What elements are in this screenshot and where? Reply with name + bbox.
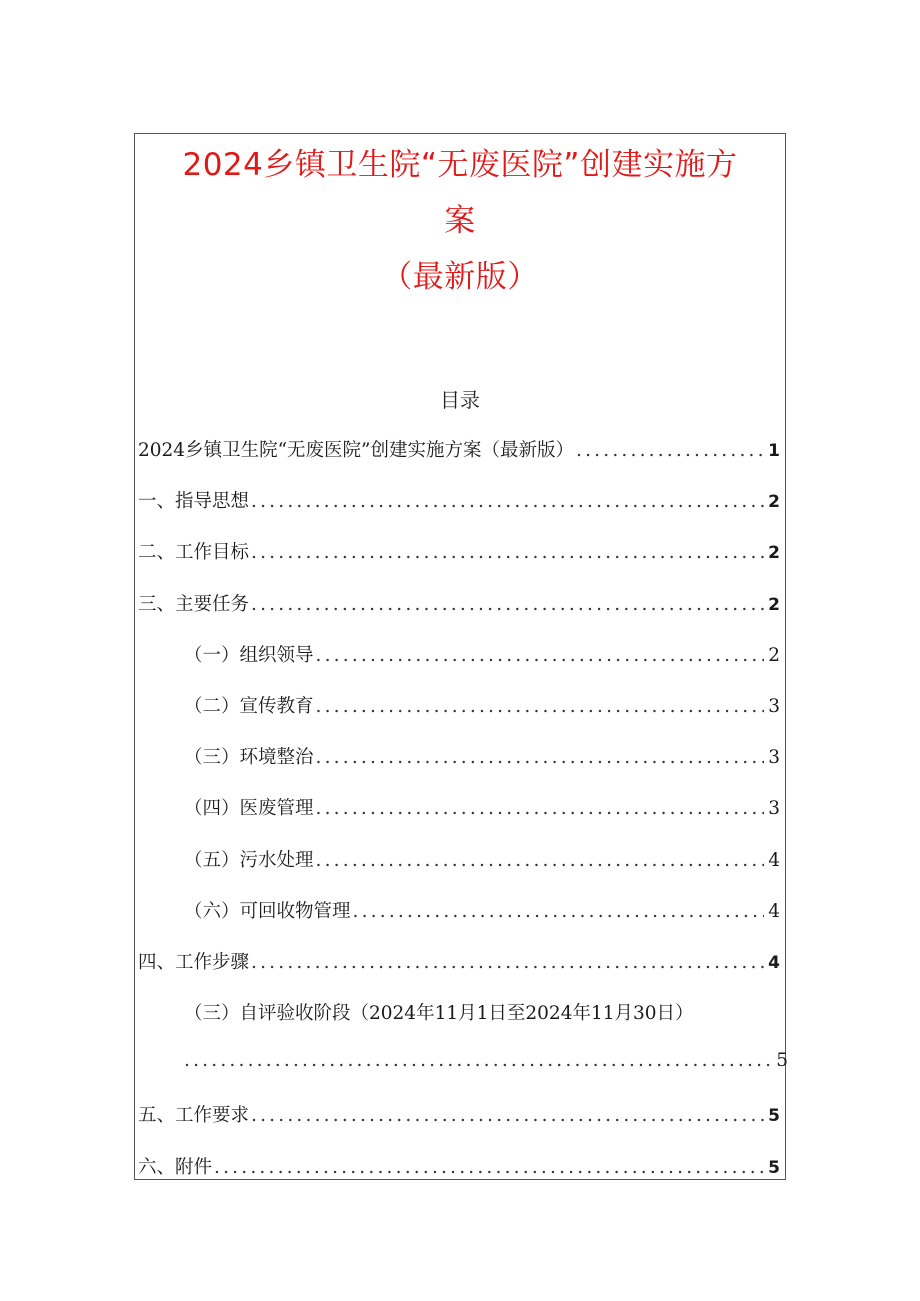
toc-entry-label: 2024乡镇卫生院“无废医院”创建实施方案（最新版） [138,440,574,461]
toc-dot-leader [316,798,765,819]
toc-entry-page: 2 [768,644,780,666]
toc-dot-leader [251,1105,764,1126]
toc-entry-label: （五）污水处理 [184,849,314,871]
toc-entry-page: 1 [768,441,780,461]
toc-entry-label: （三）自评验收阶段（2024年11月1日至2024年11月30日） [184,1003,694,1025]
toc-entry-page: 2 [768,492,780,513]
toc-dot-leader [316,747,765,768]
title-line-2: 案 [444,203,476,239]
toc-entry-label: （一）组织领导 [184,644,314,666]
toc-entry-environment[interactable] [138,743,780,794]
title-line-1: 2024乡镇卫生院“无废医院”创建实施方 [182,147,738,183]
toc-dot-leader [316,696,765,717]
toc-entry-medical-waste[interactable] [138,794,780,845]
toc-dot-leader [251,594,764,615]
toc-dot-leader [316,850,765,871]
toc-entry-main-tasks[interactable] [138,590,780,641]
toc-entry-organization[interactable] [138,641,780,692]
toc-entry-page: 3 [768,798,780,820]
toc-entry-guiding-ideology[interactable] [138,487,780,538]
toc-entry-page: 4 [768,900,780,922]
toc-entry-publicity[interactable] [138,692,780,743]
document-title [134,137,786,305]
toc-entry-label: （三）环境整治 [184,747,314,769]
toc-entry-work-goals[interactable] [138,538,780,589]
toc-dot-leader [251,542,764,563]
toc-entry-label: （二）宣传教育 [184,695,314,717]
toc-entry-page: 5 [768,1106,780,1127]
toc-entry-attachments[interactable] [138,1153,780,1204]
toc-entry-page: 3 [768,695,780,717]
toc-entry-label: （六）可回收物管理 [184,900,351,922]
toc-entry-title[interactable] [138,436,780,487]
toc-entry-label: 一、指导思想 [138,491,250,513]
toc-heading: 目录 [440,388,480,412]
toc-entry-label: 六、附件 [138,1156,213,1178]
toc-entry-page: 4 [768,849,780,871]
toc-entry-recyclables[interactable] [138,897,780,948]
toc-dot-leader [576,440,764,461]
toc-entry-sewage[interactable] [138,846,780,897]
toc-entry-label: 二、工作目标 [138,542,250,564]
toc-entry-self-evaluation[interactable] [138,999,780,1050]
table-of-contents [138,436,788,1204]
toc-entry-label: （四）医废管理 [184,798,314,820]
toc-dot-leader [353,901,765,922]
title-line-3: （最新版） [381,259,539,295]
toc-dot-leader [214,1157,764,1178]
toc-entry-label: 五、工作要求 [138,1105,250,1127]
toc-entry-work-steps[interactable] [138,948,780,999]
toc-dot-leader [251,491,764,512]
toc-dot-leader [251,952,764,973]
toc-entry-self-evaluation-continued[interactable] [138,1050,788,1101]
toc-entry-label: 三、主要任务 [138,593,250,615]
toc-dot-leader [316,645,765,666]
toc-dot-leader [184,1050,772,1071]
toc-entry-page: 5 [768,1157,780,1178]
toc-entry-page: 5 [776,1050,788,1072]
toc-entry-page: 3 [768,747,780,769]
toc-entry-work-requirements[interactable] [138,1101,780,1152]
toc-entry-page: 2 [768,594,780,615]
toc-entry-page: 2 [768,543,780,564]
toc-entry-page: 4 [768,952,780,973]
toc-entry-label: 四、工作步骤 [138,951,250,973]
